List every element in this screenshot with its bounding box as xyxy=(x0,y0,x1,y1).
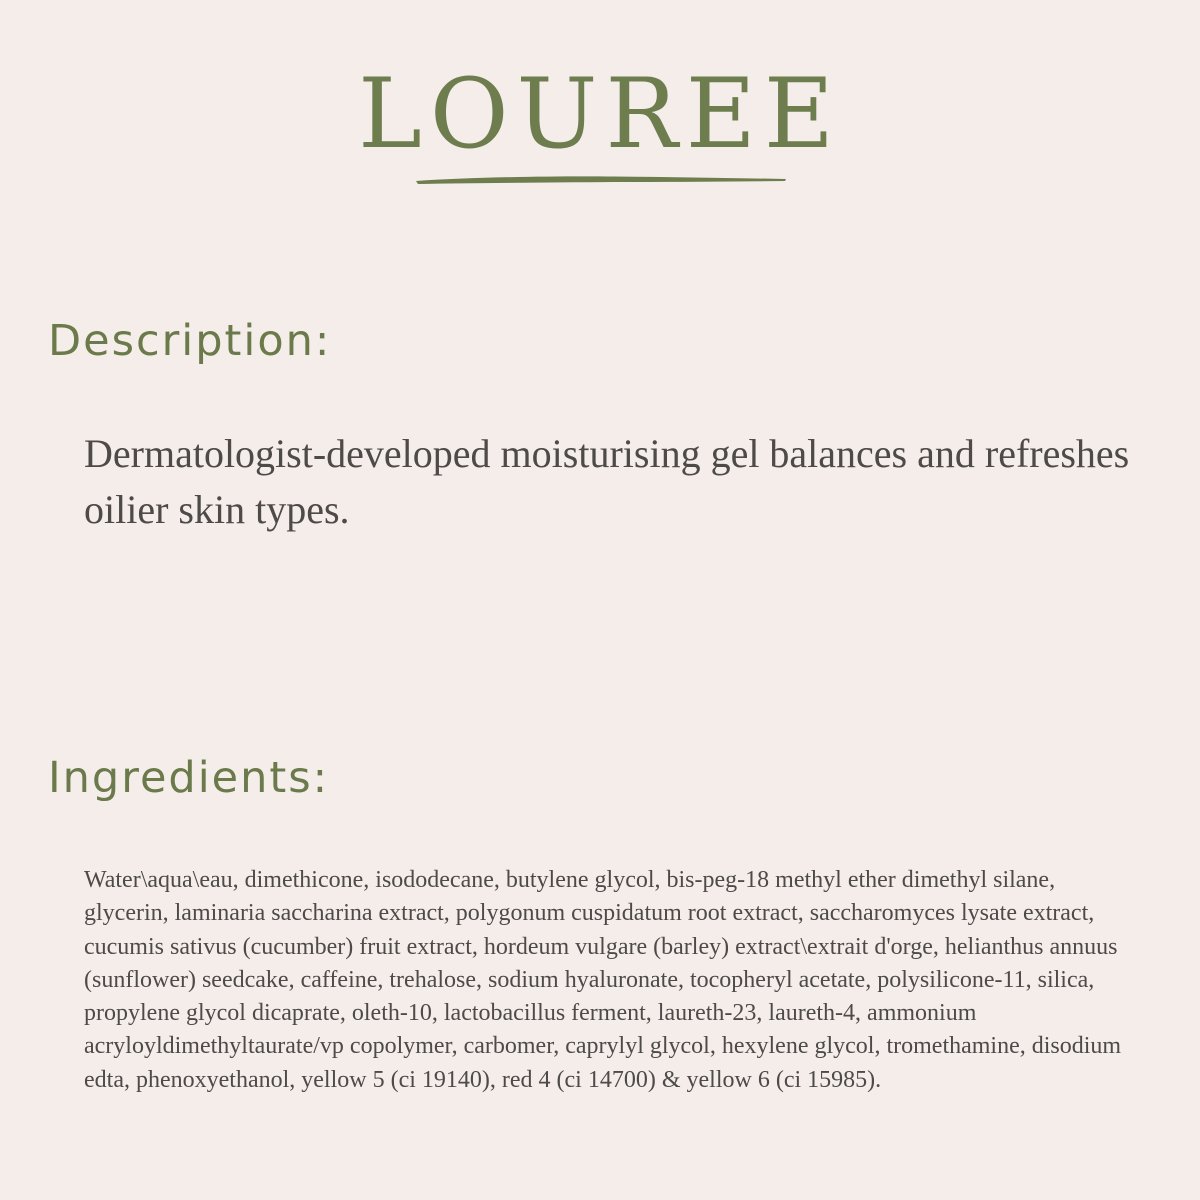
ingredients-heading: Ingredients: xyxy=(48,753,330,803)
description-text: Dermatologist-developed moisturising gel balances and refreshes oilier skin types. xyxy=(84,431,1130,532)
ingredients-text: Water\aqua\eau, dimethicone, isododecane, butylene glycol, bis-peg-18 methyl ether dimethyl silane, glycerin, laminaria saccharina extract, polygonum cuspidatum root extract, saccharomyces lysate extract, cucumis sativus (cucumber) fruit extract, hordeum vulgare (barley) extract\extrait d'orge, helianthus annuus (sunflower) seedcake, caffeine, trehalose, sodium hyaluronate, tocopheryl acetate, polysilicone-11, silica, propylene glycol dicaprate, oleth-10, lactobacillus ferment, laureth-23, laureth-4, ammonium acryloyldimethyltaurate/vp copolymer, carbomer, caprylyl glycol, hexylene glycol, tromethamine, disodium edta, phenoxyethanol, yellow 5 (ci 19140), red 4 (ci 14700) & yellow 6 (ci 15985). xyxy=(84,867,1122,1093)
brush-stroke-underline xyxy=(414,172,788,186)
brand-logo: LOUREE xyxy=(358,58,842,170)
description-heading: Description: xyxy=(48,316,332,366)
